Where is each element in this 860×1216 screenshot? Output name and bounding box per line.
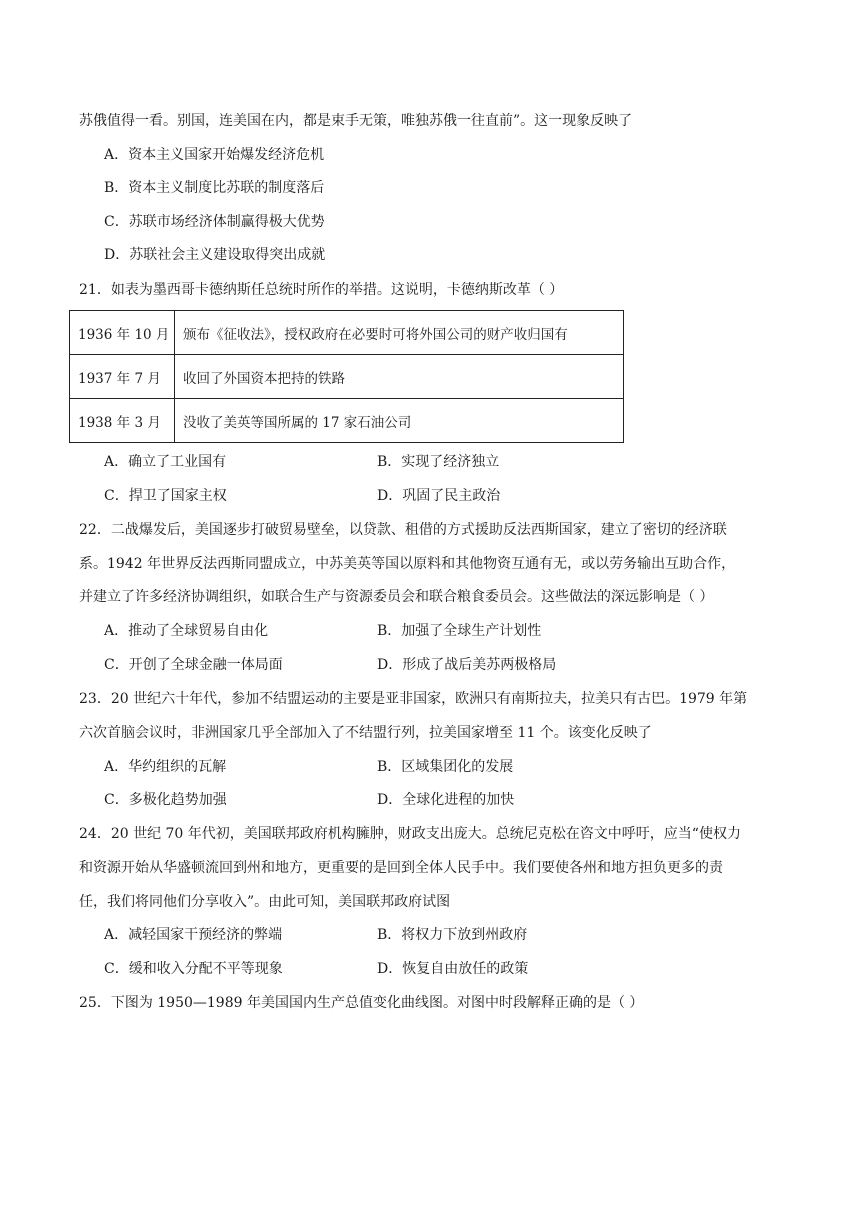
q23-option-a: A．华约组织的瓦解 (104, 759, 227, 775)
table-cell-date: 1936 年 10 月 (70, 311, 175, 355)
q23-option-d: D．全球化进程的加快 (377, 792, 515, 808)
q21-table (69, 310, 624, 443)
q20-option-a: A．资本主义国家开始爆发经济危机 (104, 147, 325, 163)
q21-option-c: C．捍卫了国家主权 (104, 488, 227, 504)
q24-stem-line-1: 24．20 世纪 70 年代初，美国联邦政府机构臃肿，财政支出庞大。总统尼克松在咨文中呼吁，应当“使权力 (79, 826, 741, 842)
q20-option-c: C．苏联市场经济体制赢得极大优势 (104, 214, 325, 230)
q23-stem-line-2: 六次首脑会议时，非洲国家几乎全部加入了不结盟行列，拉美国家增至 11 个。该变化反映了 (79, 725, 652, 741)
q24-option-c: C．缓和收入分配不平等现象 (104, 961, 283, 977)
q20-stem-tail: 苏俄值得一看。别国，连美国在内，都是束手无策，唯独苏俄一往直前”。这一现象反映了 (79, 113, 633, 129)
table-row (70, 355, 624, 399)
table-cell-event: 没收了美英等国所属的 17 家石油公司 (175, 399, 624, 443)
q21-option-a: A．确立了工业国有 (104, 454, 227, 470)
q24-stem-line-3: 任，我们将同他们分享收入”。由此可知，美国联邦政府试图 (79, 894, 451, 910)
q23-option-c: C．多极化趋势加强 (104, 792, 227, 808)
q22-option-a: A．推动了全球贸易自由化 (104, 623, 269, 639)
q22-stem-line-1: 22．二战爆发后，美国逐步打破贸易壁垒，以贷款、租借的方式援助反法西斯国家，建立了密切的经济联 (79, 522, 727, 538)
table-cell-event: 颁布《征收法》，授权政府在必要时可将外国公司的财产收归国有 (175, 311, 624, 355)
q25-stem: 25．下图为 1950—1989 年美国国内生产总值变化曲线图。对图中时段解释正确的是（ ） (79, 995, 644, 1011)
q22-option-b: B．加强了全球生产计划性 (377, 623, 542, 639)
q20-option-b: B．资本主义制度比苏联的制度落后 (104, 180, 325, 196)
table-row (70, 399, 624, 443)
q23-stem-line-1: 23．20 世纪六十年代，参加不结盟运动的主要是亚非国家，欧洲只有南斯拉夫，拉美只有古巴。1979 年第 (79, 691, 748, 707)
q20-option-d: D．苏联社会主义建设取得突出成就 (104, 247, 326, 263)
q21-option-d: D．巩固了民主政治 (377, 488, 501, 504)
q22-stem-line-3: 并建立了许多经济协调组织，如联合生产与资源委员会和联合粮食委员会。这些做法的深远影响是（ ） (79, 589, 714, 605)
table-cell-date: 1937 年 7 月 (70, 355, 175, 399)
q22-stem-line-2: 系。1942 年世界反法西斯同盟成立，中苏美英等国以原料和其他物资互通有无，或以劳务输出互助合作， (79, 556, 736, 572)
table-row (70, 311, 624, 355)
q24-option-a: A．减轻国家干预经济的弊端 (104, 927, 283, 943)
q21-stem: 21．如表为墨西哥卡德纳斯任总统时所作的举措。这说明，卡德纳斯改革（ ） (79, 282, 564, 298)
q24-stem-line-2: 和资源开始从华盛顿流回到州和地方，更重要的是回到全体人民手中。我们要使各州和地方担负更多的责 (79, 860, 723, 876)
q22-option-d: D．形成了战后美苏两极格局 (377, 657, 557, 673)
table-cell-date: 1938 年 3 月 (70, 399, 175, 443)
q24-option-d: D．恢复自由放任的政策 (377, 961, 529, 977)
q22-option-c: C．开创了全球金融一体局面 (104, 657, 283, 673)
q23-option-b: B．区域集团化的发展 (377, 759, 514, 775)
q21-option-b: B．实现了经济独立 (377, 454, 500, 470)
table-cell-event: 收回了外国资本把持的铁路 (175, 355, 624, 399)
q24-option-b: B．将权力下放到州政府 (377, 927, 528, 943)
